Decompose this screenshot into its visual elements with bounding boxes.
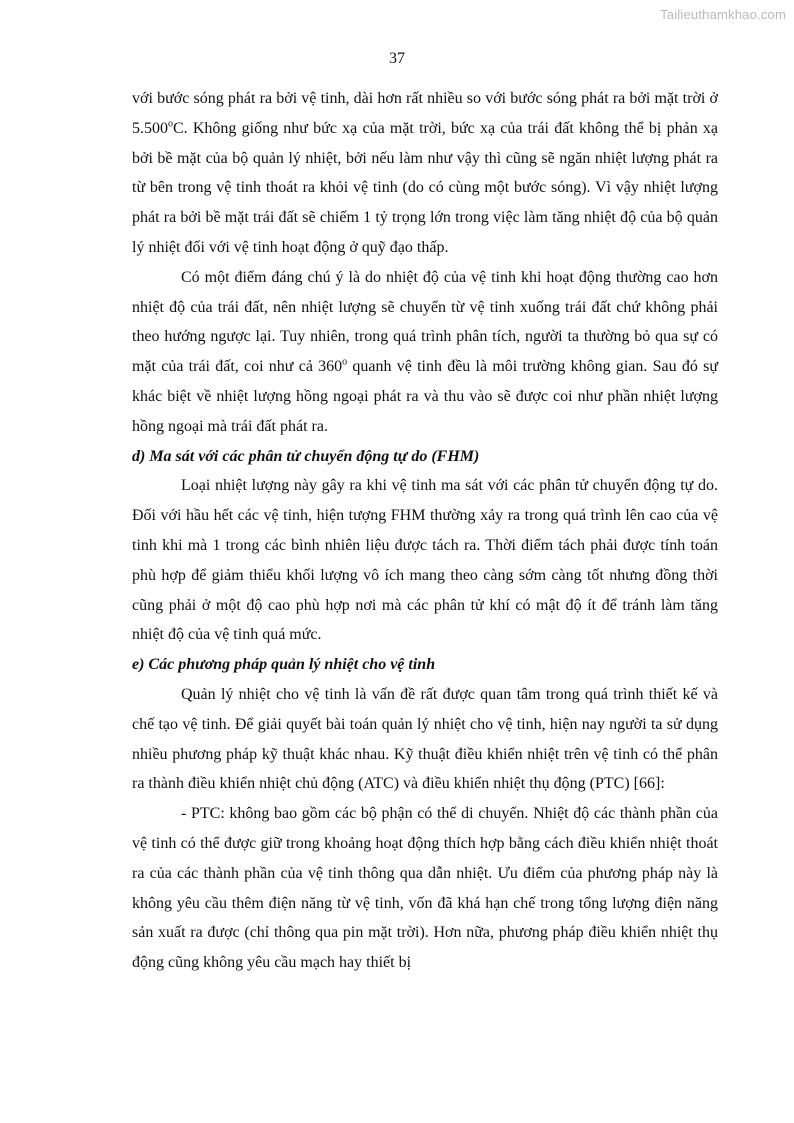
paragraph-2-text-b: quanh vệ tinh đều là môi trường không gian. Sau đó sự khác biệt về nhiệt lượng hồng ngoại phát ra và thu vào sẽ được coi như phần nhiệt lượng hồng ngoại mà trái đất phát ra. bbox=[132, 358, 719, 435]
paragraph-2-text-a: Có một điểm đáng chú ý là do nhiệt độ của vệ tinh khi hoạt động thường cao hơn nhiệt độ của trái đất, nên nhiệt lượng sẽ chuyển từ vệ tinh xuống trái đất chứ không phải theo hướng ngược lại. Tuy nhiên, trong quá trình phân tích, người ta thường bỏ qua sự có mặt của trái đất, coi như cả 360 bbox=[132, 268, 718, 376]
paragraph-5: - PTC: không bao gồm các bộ phận có thể di chuyển. Nhiệt độ các thành phần của vệ tinh có thể được giữ trong khoảng hoạt động thích hợp bằng cách điều khiển nhiệt thoát ra của các thành phần của vệ tinh thông qua dẫn nhiệt. Ưu điểm của phương pháp này là không yêu cầu thêm điện năng từ vệ tinh, vốn đã khá hạn chế trong tổng lượng điện năng sản xuất ra được (chỉ thông qua pin mặt trời). Hơn nữa, phương pháp điều khiển nhiệt thụ động cũng không yêu cầu mạch hay thiết bị bbox=[132, 805, 718, 972]
page-number: 37 bbox=[389, 50, 405, 67]
paragraph-2 bbox=[132, 263, 718, 442]
paragraph-1-text-b: C. Không giống như bức xạ của mặt trời, bức xạ của trái đất không thể bị phản xạ bởi bề mặt của bộ quản lý nhiệt, bởi nếu làm như vậy thì cũng sẽ ngăn nhiệt lượng phát ra từ bên trong vệ tinh thoát ra khỏi vệ tinh (do có cùng một bước sóng). Vì vậy nhiệt lượng phát ra bởi bề mặt trái đất sẽ chiếm 1 tỷ trọng lớn trong việc làm tăng nhiệt độ của bộ quản lý nhiệt đối với vệ tinh hoạt động ở quỹ đạo thấp. bbox=[132, 119, 718, 256]
paragraph-1 bbox=[132, 84, 718, 263]
paragraph-3: Loại nhiệt lượng này gây ra khi vệ tinh ma sát với các phân tử chuyển động tự do. Đối với hầu hết các vệ tinh, hiện tượng FHM thường xảy ra trong quá trình lên cao của vệ tinh khi mà 1 trong các bình nhiên liệu được tách ra. Thời điểm tách phải được tính toán phù hợp để giảm thiểu khối lượng vô ích mang theo càng sớm càng tốt nhưng đồng thời cũng phải ở một độ cao phù hợp nơi mà các phân tử khí có mật độ ít để tránh làm tăng nhiệt độ của vệ tinh quá mức. bbox=[132, 477, 718, 644]
degree-superscript: o bbox=[342, 356, 348, 368]
section-heading-d: d) Ma sát với các phân tử chuyển động tự do (FHM) bbox=[132, 447, 480, 465]
watermark: Tailieuthamkhao.com bbox=[660, 7, 786, 22]
paragraph-4: Quản lý nhiệt cho vệ tinh là vấn đề rất được quan tâm trong quá trình thiết kế và chế tạo vệ tinh. Để giải quyết bài toán quản lý nhiệt cho vệ tinh, hiện nay người ta sử dụng nhiều phương pháp kỹ thuật khác nhau. Kỹ thuật điều khiển nhiệt trên vệ tinh có thể phân ra thành điều khiển nhiệt chủ động (ATC) và điều khiển nhiệt thụ động (PTC) [66]: bbox=[132, 685, 718, 793]
section-heading-e: e) Các phương pháp quản lý nhiệt cho vệ tinh bbox=[132, 656, 436, 674]
document-body bbox=[132, 84, 718, 978]
degree-superscript: o bbox=[168, 118, 173, 130]
paragraph-1-text-a: với bước sóng phát ra bởi vệ tinh, dài hơn rất nhiều so với bước sóng phát ra bởi mặt trời ở 5.500 bbox=[132, 90, 718, 137]
